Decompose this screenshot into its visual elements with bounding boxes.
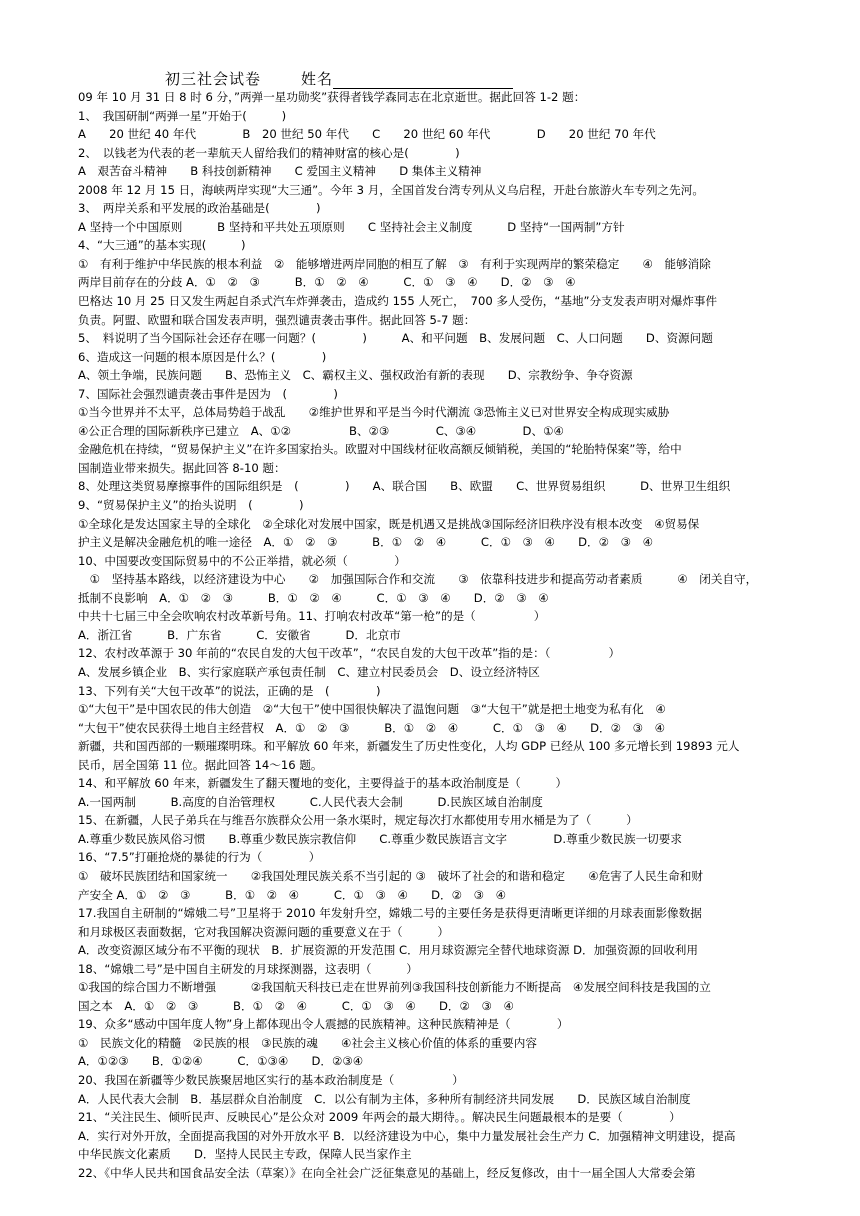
exam-body <box>78 88 798 1182</box>
option-line: ① 破坏民族团结和国家统一 ②我国处理民族关系不当引起的 ③ 破坏了社会的和谐和稳定 ④危害了人民生命和财 <box>78 868 703 883</box>
question-line: 20、我国在新疆等少数民族聚居地区实行的基本政治制度是（ ） <box>78 1072 464 1087</box>
text-line: 2008 年 12 月 15 日，海峡两岸实现“大三通”。今年 3 月，全国首发台湾专列从义乌启程，开赴台旅游火车专列之先河。 <box>78 182 704 197</box>
option-line: A、发展乡镇企业 B、实行家庭联产承包责任制 C、建立村民委员会 D、设立经济特区 <box>78 664 540 679</box>
text-line: 负责。阿盟、欧盟和联合国发表声明，强烈谴责袭击事件。据此回答 5-7 题： <box>78 312 476 327</box>
option-line: A 20 世纪 40 年代 B 20 世纪 50 年代 C 20 世纪 60 年代 D 20 世纪 70 年代 <box>78 127 656 142</box>
option-line: 两岸目前存在的分歧 A．① ② ③ B．① ② ④ C．① ③ ④ D．② ③ ④ <box>78 275 576 290</box>
option-line: 国之本 A．① ② ③ B．① ② ④ C．① ③ ④ D．② ③ ④ <box>78 998 514 1013</box>
option-line: A．人民代表大会制 B．基层群众自治制度 C．以公有制为主体，多种所有制经济共同发展 D．民族区域自治制度 <box>78 1091 691 1106</box>
name-blank[interactable] <box>333 74 513 89</box>
option-line: ①我国的综合国力不断增强 ②我国航天科技已走在世界前列③我国科技创新能力不断提高 ④发展空间科技是我国的立 <box>78 980 711 995</box>
text-line: 国制造业带来损失。据此回答 8-10 题： <box>78 460 286 475</box>
question-line: 2、 以钱老为代表的老一辈航天人留给我们的精神财富的核心是( ) <box>78 145 460 160</box>
option-line: A．改变资源区域分布不平衡的现状 B．扩展资源的开发范围 C．用月球资源完全替代地球资源 D．加强资源的回收利用 <box>78 943 698 958</box>
question-line: 19、众多“感动中国年度人物”身上都体现出令人震撼的民族精神。这种民族精神是（ ） <box>78 1017 569 1032</box>
option-line: ①当今世界并不太平，总体局势趋于战乱 ②维护世界和平是当今时代潮流 ③恐怖主义已对世界安全构成现实威胁 <box>78 405 670 420</box>
question-line: 7、国际社会强烈谴责袭击事件是因为 ( ) <box>78 386 338 401</box>
question-line: 16、“7.5”打砸抢烧的暴徒的行为（ ） <box>78 850 321 865</box>
question-line: 21、“关注民生、倾听民声、反映民心”是公众对 2009 年两会的最大期待。。解决民生问题最根本的是要（ ） <box>78 1110 681 1125</box>
question-line: 3、 两岸关系和平发展的政治基础是( ) <box>78 201 321 216</box>
option-line: ①“大包干”是中国农民的伟大创造 ②“大包干”使中国很快解决了温饱问题 ③“大包干”就是把土地变为私有化 ④ <box>78 702 666 717</box>
option-line: A．实行对外开放，全面提高我国的对外开放水平 B．以经济建设为中心，集中力量发展社会生产力 C．加强精神文明建设，提高 <box>78 1128 736 1143</box>
option-line: A 坚持一个中国原则 B 坚持和平共处五项原则 C 坚持社会主义制度 D 坚持“一国两制”方针 <box>78 219 625 234</box>
option-line: A、领土争端，民族问题 B、恐怖主义 C、霸权主义、强权政治有新的表现 D、宗教纷争、争夺资源 <box>78 368 633 383</box>
option-line: A．①②③ B．①②④ C．①③④ D．②③④ <box>78 1054 364 1069</box>
question-line: 18、“嫦娥二号”是中国自主研发的月球探测器，这表明（ ） <box>78 961 418 976</box>
question-line: 14、和平解放 60 年来，新疆发生了翻天覆地的变化，主要得益于的基本政治制度是（ ） <box>78 776 568 791</box>
option-line: ① 民族文化的精髓 ②民族的根 ③民族的魂 ④社会主义核心价值的体系的重要内容 <box>78 1035 537 1050</box>
text-line: 金融危机在持续，“贸易保护主义”在许多国家抬头。欧盟对中国线材征收高额反倾销税，美国的“轮胎特保案”等，给中 <box>78 442 682 457</box>
question-line: 8、处理这类贸易摩擦事件的国际组织是 ( ) A、联合国 B、欧盟 C、世界贸易组织 D、世界卫生组织 <box>78 479 731 494</box>
option-line: A．浙江省 B．广东省 C．安徽省 D．北京市 <box>78 627 401 642</box>
name-label: 姓名 <box>301 70 334 88</box>
question-line: 22、《中华人民共和国食品安全法（草案）》在向全社会广泛征集意见的基础上，经反复修改，由十一届全国人大常委会第 <box>78 1165 696 1180</box>
text-line: 民币，居全国第 11 位。据此回答 14～16 题。 <box>78 757 323 772</box>
option-line: A 艰苦奋斗精神 B 科技创新精神 C 爱国主义精神 D 集体主义精神 <box>78 164 482 179</box>
question-line: 4、“大三通”的基本实现( ) <box>78 238 246 253</box>
text-line: 09 年 10 月 31 日 8 时 6 分，”两弹一星功勋奖”获得者钱学森同志在北京逝世。据此回答 1-2 题： <box>78 90 586 104</box>
question-line: 13、下列有关“大包干改革”的说法，正确的是 ( ) <box>78 683 381 698</box>
question-line: 6、造成这一问题的根本原因是什么？( ) <box>78 349 327 364</box>
question-line: 9、“贸易保护主义”的抬头说明 ( ) <box>78 498 304 513</box>
option-line: A.尊重少数民族风俗习惯 B.尊重少数民族宗教信仰 C.尊重少数民族语言文字 D.尊重少数民族一切要求 <box>78 831 682 846</box>
option-line: 抵制不良影响 A．① ② ③ B．① ② ④ C．① ③ ④ D．② ③ ④ <box>78 590 549 605</box>
question-line: 和月球极区表面数据，它对我国解决资源问题的重要意义在于（ ） <box>78 924 450 939</box>
question-line: 中共十七届三中全会吹响农村改革新号角。11、打响农村改革“第一枪”的是（ ） <box>78 609 546 624</box>
option-line: 护主义是解决金融危机的唯一途径 A．① ② ③ B．① ② ④ C．① ③ ④ D．② ③ ④ <box>78 535 654 550</box>
text-line: 新疆，共和国西部的一颗璀璨明珠。和平解放 60 年来，新疆发生了历史性变化，人均 GDP 已经从 100 多元增长到 19893 元人 <box>78 739 740 754</box>
option-line: 中华民族文化素质 D．坚持人民民主专政，保障人民当家作主 <box>78 1147 412 1162</box>
question-line: 17.我国自主研制的“嫦娥二号”卫星将于 2010 年发射升空，嫦娥二号的主要任务是获得更清晰更详细的月球表面影像数据 <box>78 906 702 921</box>
option-line: ④公正合理的国际新秩序已建立 A、①② B、②③ C、③④ D、①④ <box>78 423 564 438</box>
question-line: 15、在新疆，人民子弟兵在与维吾尔族群众公用一条水渠时，规定每次打水都使用专用水桶是为了（ ） <box>78 813 638 828</box>
option-line: A.一国两制 B.高度的自治管理权 C.人民代表大会制 D.民族区域自治制度 <box>78 794 543 809</box>
question-line: 12、农村改革源于 30 年前的“农民自发的大包干改革”，“农民自发的大包干改革”指的是：（ ） <box>78 646 621 661</box>
text-line: 巴格达 10 月 25 日又发生两起自杀式汽车炸弹袭击，造成约 155 人死亡， 700 多人受伤，“基地”分支发表声明对爆炸事件 <box>78 294 718 309</box>
exam-header <box>165 68 513 89</box>
question-line: 10、中国要改变国际贸易中的不公正举措，就必须（ ） <box>78 553 406 568</box>
exam-title: 初三社会试卷 <box>165 70 262 88</box>
option-line: 产安全 A．① ② ③ B．① ② ④ C．① ③ ④ D．② ③ ④ <box>78 887 506 902</box>
option-line: “大包干”使农民获得土地自主经营权 A．① ② ③ B．① ② ④ C．① ③ ④ D．② ③ ④ <box>78 720 666 735</box>
option-line: ① 坚持基本路线，以经济建设为中心 ② 加强国际合作和交流 ③ 依靠科技进步和提高劳动者素质 ④ 闭关自守， <box>78 572 758 587</box>
option-line: ①全球化是发达国家主导的全球化 ②全球化对发展中国家，既是机遇又是挑战③国际经济旧秩序没有根本改变 ④贸易保 <box>78 516 700 531</box>
option-line: ① 有利于维护中华民族的根本利益 ② 能够增进两岸同胞的相互了解 ③ 有利于实现两岸的繁荣稳定 ④ 能够消除 <box>78 256 711 271</box>
question-line: 5、 料说明了当今国际社会还存在哪一问题？( ) A、和平问题 B、发展问题 C、人口问题 D、资源问题 <box>78 331 713 346</box>
question-line: 1、 我国研制“两弹一星”开始于( ) <box>78 108 287 123</box>
